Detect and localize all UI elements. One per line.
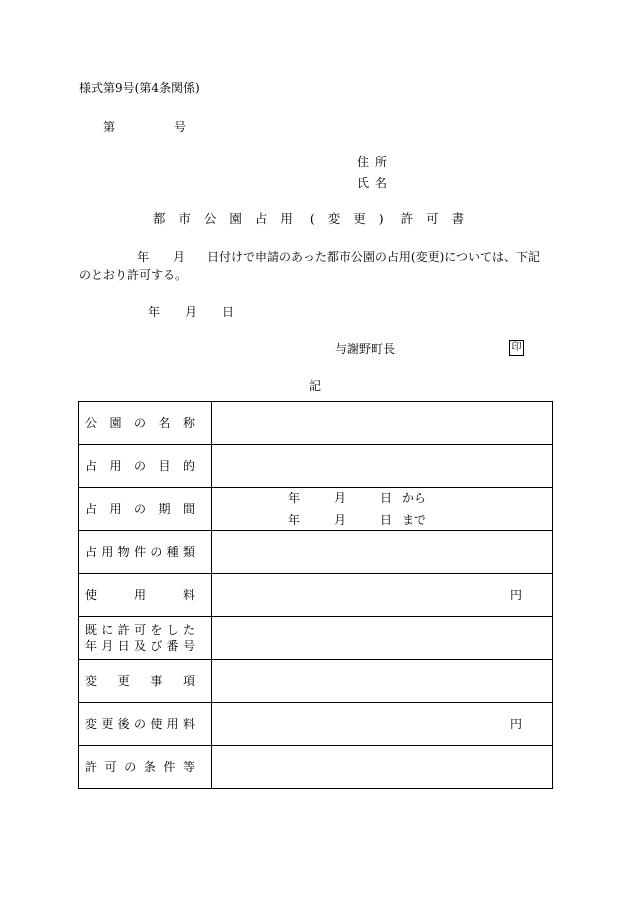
body-year: 年 <box>137 250 150 264</box>
row-label-park-name: 公 園 の 名 称 <box>79 402 212 445</box>
row-value-revised-fee <box>212 703 553 746</box>
body-line1-rest: 日付けで申請のあった都市公園の占用(変更)については、下記 <box>207 250 541 264</box>
row-value-park-name <box>212 402 553 445</box>
title-tail: 許可書 <box>400 211 478 226</box>
yen-unit: 円 <box>509 717 522 731</box>
row-label-conditions: 許 可 の 条 件 等 <box>79 746 212 789</box>
period-from-line: 年 月 日 から <box>288 491 427 505</box>
row-label-usage-fee: 使 用 料 <box>79 574 212 617</box>
row-value-usage-fee <box>212 574 553 617</box>
row-value-period <box>212 488 553 531</box>
table-row <box>79 660 553 703</box>
row-label-revised-fee: 変 更 後 の 使 用 料 <box>79 703 212 746</box>
issue-year: 年 <box>148 305 161 319</box>
row-label-changes: 変 更 事 項 <box>79 660 212 703</box>
form-number: 様式第9号(第4条関係) <box>79 81 200 95</box>
seal-stamp: 印 <box>509 340 524 356</box>
period-to-line: 年 月 日 まで <box>288 513 427 527</box>
row-label-object-type: 占 用 物 件 の 種 類 <box>79 531 212 574</box>
row-value-prior-permit <box>212 617 553 660</box>
issue-day: 日 <box>222 305 235 319</box>
document-number-prefix: 第 <box>103 120 116 134</box>
issuer-name: 与謝野町長 <box>335 342 396 356</box>
row-value-object-type <box>212 531 553 574</box>
name-label: 氏名 <box>357 176 394 190</box>
table-row <box>79 488 553 531</box>
ki-heading: 記 <box>308 379 321 393</box>
table-row <box>79 445 553 488</box>
document-number-suffix: 号 <box>174 120 187 134</box>
title-paren: (変更) <box>309 211 397 226</box>
body-month: 月 <box>173 250 186 264</box>
yen-unit: 円 <box>509 588 522 602</box>
body-text-line-1 <box>79 250 540 264</box>
address-label: 住所 <box>357 155 394 169</box>
row-value-purpose <box>212 445 553 488</box>
row-label-period: 占 用 の 期 間 <box>79 488 212 531</box>
row-value-conditions <box>212 746 553 789</box>
title-main: 都市公園占用 <box>152 211 306 226</box>
row-value-changes <box>212 660 553 703</box>
row-label-purpose: 占 用 の 目 的 <box>79 445 212 488</box>
table-row <box>79 531 553 574</box>
table-row <box>79 574 553 617</box>
body-text-line-2: のとおり許可する。 <box>79 268 188 282</box>
detail-table <box>78 401 553 789</box>
table-row <box>79 703 553 746</box>
row-label-prior-permit: 既 に 許 可 を し た 年 月 日 及 び 番 号 <box>79 617 212 660</box>
issue-month: 月 <box>185 305 198 319</box>
table-row <box>79 746 553 789</box>
table-row <box>79 402 553 445</box>
table-row <box>79 617 553 660</box>
document-title <box>0 212 630 226</box>
issue-date <box>148 305 234 319</box>
